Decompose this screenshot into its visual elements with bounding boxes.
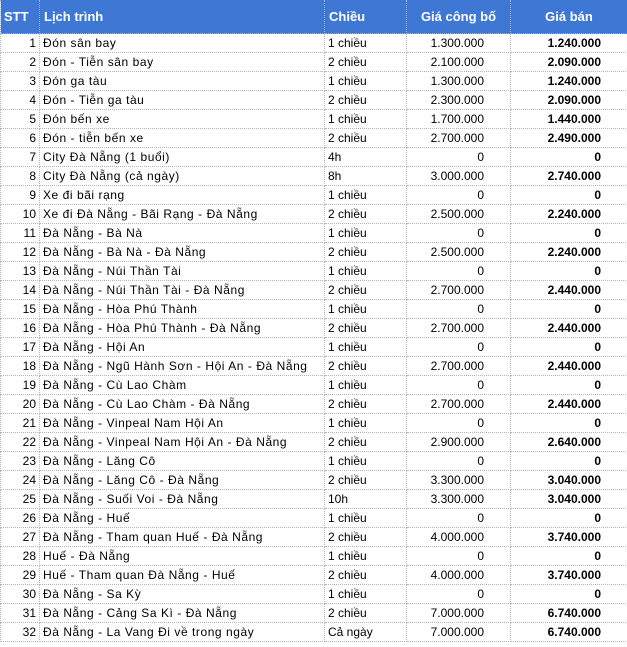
row-number-cell: 32 [1,623,40,642]
route-cell: Đà Nẵng - Núi Thần Tài - Đà Nẵng [40,281,325,300]
table-body [1,34,627,642]
table-row [1,262,627,281]
sale-price-cell: 3.740.000 [511,528,627,547]
direction-cell: 1 chiều [325,300,407,319]
table-row [1,243,627,262]
direction-cell: 1 chiều [325,376,407,395]
table-row [1,110,627,129]
sale-price-cell: 0 [511,224,627,243]
sale-price-cell: 1.240.000 [511,34,627,53]
route-cell: Đà Nẵng - Hội An [40,338,325,357]
listed-price-cell: 2.100.000 [407,53,511,72]
row-number-cell: 31 [1,604,40,623]
route-cell: Đà Nẵng - Hòa Phú Thành - Đà Nẵng [40,319,325,338]
sale-price-cell: 0 [511,338,627,357]
route-cell: Đón bến xe [40,110,325,129]
route-cell: Xe đi bãi rạng [40,186,325,205]
sale-price-cell: 2.440.000 [511,281,627,300]
sale-price-cell: 2.740.000 [511,167,627,186]
direction-cell: 1 chiều [325,338,407,357]
row-number-cell: 16 [1,319,40,338]
direction-cell: 1 chiều [325,509,407,528]
sale-price-cell: 0 [511,452,627,471]
listed-price-cell: 1.700.000 [407,110,511,129]
sale-price-cell: 0 [511,547,627,566]
direction-cell: 2 chiều [325,129,407,148]
direction-cell: 1 chiều [325,414,407,433]
listed-price-cell: 1.300.000 [407,34,511,53]
route-cell: Đà Nẵng - Vinpeal Nam Hội An [40,414,325,433]
direction-cell: 10h [325,490,407,509]
row-number-cell: 28 [1,547,40,566]
listed-price-cell: 2.300.000 [407,91,511,110]
route-cell: Đà Nẵng - La Vang Đi về trong ngày [40,623,325,642]
row-number-cell: 25 [1,490,40,509]
direction-cell: 2 chiều [325,281,407,300]
route-cell: Đón - tiễn bến xe [40,129,325,148]
sale-price-cell: 0 [511,186,627,205]
listed-price-cell: 0 [407,224,511,243]
row-number-cell: 15 [1,300,40,319]
row-number-cell: 27 [1,528,40,547]
listed-price-cell: 0 [407,262,511,281]
row-number-cell: 5 [1,110,40,129]
direction-cell: 1 chiều [325,262,407,281]
header-direction: Chiều [325,0,407,34]
sale-price-cell: 2.490.000 [511,129,627,148]
listed-price-cell: 2.700.000 [407,357,511,376]
row-number-cell: 3 [1,72,40,91]
route-cell: Đà Nẵng - Bà Nà - Đà Nẵng [40,243,325,262]
listed-price-cell: 7.000.000 [407,623,511,642]
table-row [1,34,627,53]
listed-price-cell: 0 [407,414,511,433]
listed-price-cell: 2.700.000 [407,129,511,148]
sale-price-cell: 2.090.000 [511,53,627,72]
sale-price-cell: 0 [511,148,627,167]
table-row [1,224,627,243]
sale-price-cell: 2.640.000 [511,433,627,452]
table-row [1,338,627,357]
listed-price-cell: 4.000.000 [407,528,511,547]
row-number-cell: 6 [1,129,40,148]
row-number-cell: 20 [1,395,40,414]
sale-price-cell: 2.440.000 [511,319,627,338]
listed-price-cell: 0 [407,585,511,604]
route-cell: Đón - Tiễn sân bay [40,53,325,72]
listed-price-cell: 0 [407,186,511,205]
row-number-cell: 24 [1,471,40,490]
table-row [1,509,627,528]
direction-cell: 2 chiều [325,395,407,414]
direction-cell: 1 chiều [325,34,407,53]
route-cell: Đà Nẵng - Núi Thần Tài [40,262,325,281]
table-row [1,72,627,91]
table-row [1,186,627,205]
direction-cell: 1 chiều [325,585,407,604]
header-row [1,0,627,34]
direction-cell: 2 chiều [325,471,407,490]
row-number-cell: 4 [1,91,40,110]
table-row [1,395,627,414]
direction-cell: 1 chiều [325,224,407,243]
table-row [1,319,627,338]
listed-price-cell: 2.900.000 [407,433,511,452]
route-cell: City Đà Nẵng (1 buổi) [40,148,325,167]
direction-cell: 2 chiều [325,319,407,338]
row-number-cell: 14 [1,281,40,300]
direction-cell: Cả ngày [325,623,407,642]
table-row [1,357,627,376]
table-row [1,376,627,395]
sale-price-cell: 2.090.000 [511,91,627,110]
direction-cell: 2 chiều [325,205,407,224]
route-cell: Đà Nẵng - Sa Kỳ [40,585,325,604]
table-row [1,604,627,623]
header-stt: STT [1,0,40,34]
row-number-cell: 2 [1,53,40,72]
header-listed-price: Giá công bố [407,0,511,34]
sale-price-cell: 3.740.000 [511,566,627,585]
row-number-cell: 30 [1,585,40,604]
row-number-cell: 22 [1,433,40,452]
direction-cell: 2 chiều [325,528,407,547]
row-number-cell: 17 [1,338,40,357]
route-cell: Đà Nẵng - Vinpeal Nam Hội An - Đà Nẵng [40,433,325,452]
listed-price-cell: 7.000.000 [407,604,511,623]
listed-price-cell: 0 [407,509,511,528]
table-row [1,452,627,471]
table-row [1,167,627,186]
listed-price-cell: 3.300.000 [407,471,511,490]
listed-price-cell: 3.300.000 [407,490,511,509]
table-row [1,91,627,110]
route-cell: Đà Nẵng - Huế [40,509,325,528]
direction-cell: 2 chiều [325,433,407,452]
sale-price-cell: 6.740.000 [511,604,627,623]
listed-price-cell: 0 [407,547,511,566]
direction-cell: 1 chiều [325,547,407,566]
direction-cell: 8h [325,167,407,186]
table-row [1,566,627,585]
route-cell: Đà Nẵng - Cảng Sa Kì - Đà Nẵng [40,604,325,623]
direction-cell: 2 chiều [325,53,407,72]
sale-price-cell: 0 [511,414,627,433]
table-row [1,205,627,224]
listed-price-cell: 3.000.000 [407,167,511,186]
route-cell: Đón ga tàu [40,72,325,91]
sale-price-cell: 2.440.000 [511,395,627,414]
sale-price-cell: 0 [511,585,627,604]
listed-price-cell: 0 [407,338,511,357]
row-number-cell: 10 [1,205,40,224]
route-cell: Đón sân bay [40,34,325,53]
table-row [1,528,627,547]
table-row [1,585,627,604]
row-number-cell: 8 [1,167,40,186]
route-cell: Đà Nẵng - Hòa Phú Thành [40,300,325,319]
table-row [1,414,627,433]
route-cell: Đà Nẵng - Bà Nà [40,224,325,243]
listed-price-cell: 2.700.000 [407,319,511,338]
direction-cell: 1 chiều [325,452,407,471]
row-number-cell: 13 [1,262,40,281]
table-row [1,300,627,319]
row-number-cell: 1 [1,34,40,53]
table-row [1,433,627,452]
route-cell: Đón - Tiễn ga tàu [40,91,325,110]
direction-cell: 2 chiều [325,357,407,376]
row-number-cell: 11 [1,224,40,243]
listed-price-cell: 2.700.000 [407,395,511,414]
route-cell: Đà Nẵng - Cù Lao Chàm - Đà Nẵng [40,395,325,414]
row-number-cell: 29 [1,566,40,585]
listed-price-cell: 0 [407,148,511,167]
direction-cell: 4h [325,148,407,167]
table-row [1,53,627,72]
sale-price-cell: 2.240.000 [511,205,627,224]
row-number-cell: 26 [1,509,40,528]
direction-cell: 1 chiều [325,186,407,205]
listed-price-cell: 2.500.000 [407,205,511,224]
direction-cell: 2 chiều [325,566,407,585]
listed-price-cell: 4.000.000 [407,566,511,585]
direction-cell: 2 chiều [325,91,407,110]
listed-price-cell: 2.700.000 [407,281,511,300]
table-row [1,471,627,490]
sale-price-cell: 0 [511,376,627,395]
row-number-cell: 21 [1,414,40,433]
row-number-cell: 18 [1,357,40,376]
table-row [1,490,627,509]
sale-price-cell: 1.440.000 [511,110,627,129]
table-row [1,148,627,167]
route-cell: Đà Nẵng - Lăng Cô [40,452,325,471]
route-cell: Đà Nẵng - Suối Voi - Đà Nẵng [40,490,325,509]
listed-price-cell: 1.300.000 [407,72,511,91]
route-cell: Đà Nẵng - Cù Lao Chàm [40,376,325,395]
direction-cell: 2 chiều [325,243,407,262]
sale-price-cell: 6.740.000 [511,623,627,642]
row-number-cell: 9 [1,186,40,205]
listed-price-cell: 0 [407,300,511,319]
sale-price-cell: 0 [511,262,627,281]
table-row [1,129,627,148]
route-cell: Huế - Đà Nẵng [40,547,325,566]
direction-cell: 1 chiều [325,72,407,91]
table-row [1,281,627,300]
row-number-cell: 7 [1,148,40,167]
sale-price-cell: 1.240.000 [511,72,627,91]
route-cell: Đà Nẵng - Lăng Cô - Đà Nẵng [40,471,325,490]
listed-price-cell: 2.500.000 [407,243,511,262]
row-number-cell: 19 [1,376,40,395]
sale-price-cell: 3.040.000 [511,490,627,509]
row-number-cell: 23 [1,452,40,471]
header-route: Lịch trình [40,0,325,34]
route-cell: Xe đi Đà Nẵng - Bãi Rạng - Đà Nẵng [40,205,325,224]
sale-price-cell: 0 [511,509,627,528]
sale-price-cell: 0 [511,300,627,319]
route-cell: Đà Nẵng - Ngũ Hành Sơn - Hội An - Đà Nẵng [40,357,325,376]
direction-cell: 1 chiều [325,110,407,129]
listed-price-cell: 0 [407,452,511,471]
route-cell: City Đà Nẵng (cả ngày) [40,167,325,186]
direction-cell: 2 chiều [325,604,407,623]
listed-price-cell: 0 [407,376,511,395]
route-cell: Đà Nẵng - Tham quan Huế - Đà Nẵng [40,528,325,547]
table-row [1,547,627,566]
header-sale-price: Giá bán [511,0,627,34]
table-row [1,623,627,642]
sale-price-cell: 3.040.000 [511,471,627,490]
sale-price-cell: 2.240.000 [511,243,627,262]
sale-price-cell: 2.440.000 [511,357,627,376]
route-cell: Huế - Tham quan Đà Nẵng - Huế [40,566,325,585]
row-number-cell: 12 [1,243,40,262]
